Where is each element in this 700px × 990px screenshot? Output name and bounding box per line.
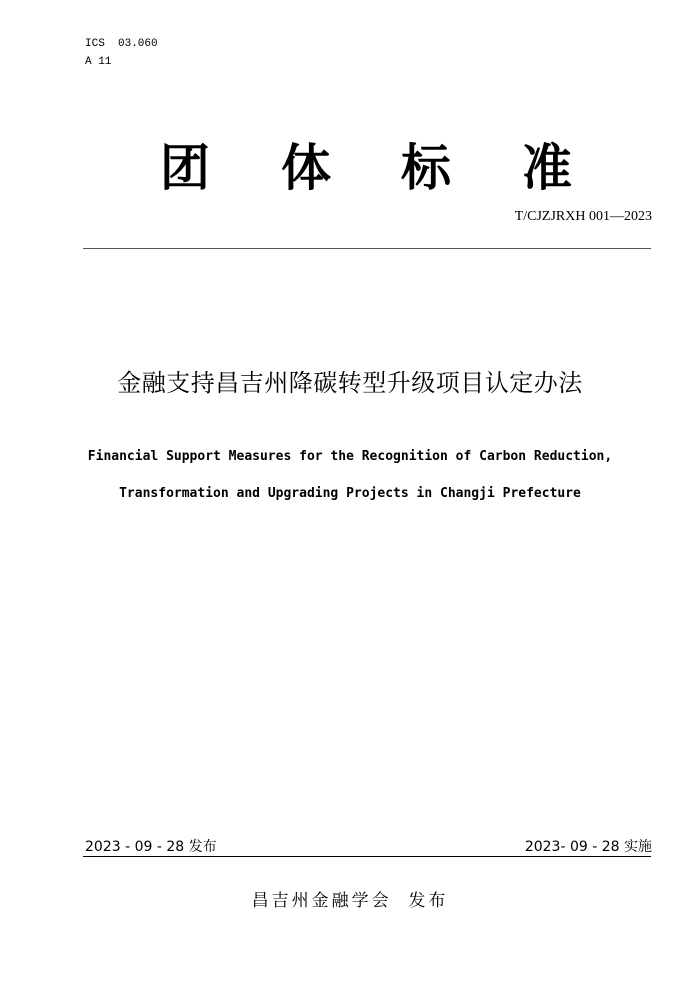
document-title-english-line-1: Financial Support Measures for the Recognition of Carbon Reduction, [87,449,613,464]
standard-type-char: 标 [401,139,451,197]
publisher: 昌吉州金融学会 发布 [251,891,449,911]
bottom-divider [83,856,651,857]
top-divider [83,248,651,249]
standard-type-char: 准 [522,139,572,197]
document-title-english-line-2: Transformation and Upgrading Projects in Changji Prefecture [119,486,581,501]
standard-number: T/CJZJRXH 001—2023 [514,209,652,224]
classification-code: A 11 [85,56,112,68]
implement-date: 2023- 09 - 28 实施 [524,839,652,855]
document-title-chinese: 金融支持昌吉州降碳转型升级项目认定办法 [117,369,583,397]
publish-date: 2023 - 09 - 28 发布 [85,839,217,855]
standard-type-char: 体 [281,139,331,197]
standard-type-char: 团 [160,139,210,197]
ics-code: ICS 03.060 [85,38,158,50]
